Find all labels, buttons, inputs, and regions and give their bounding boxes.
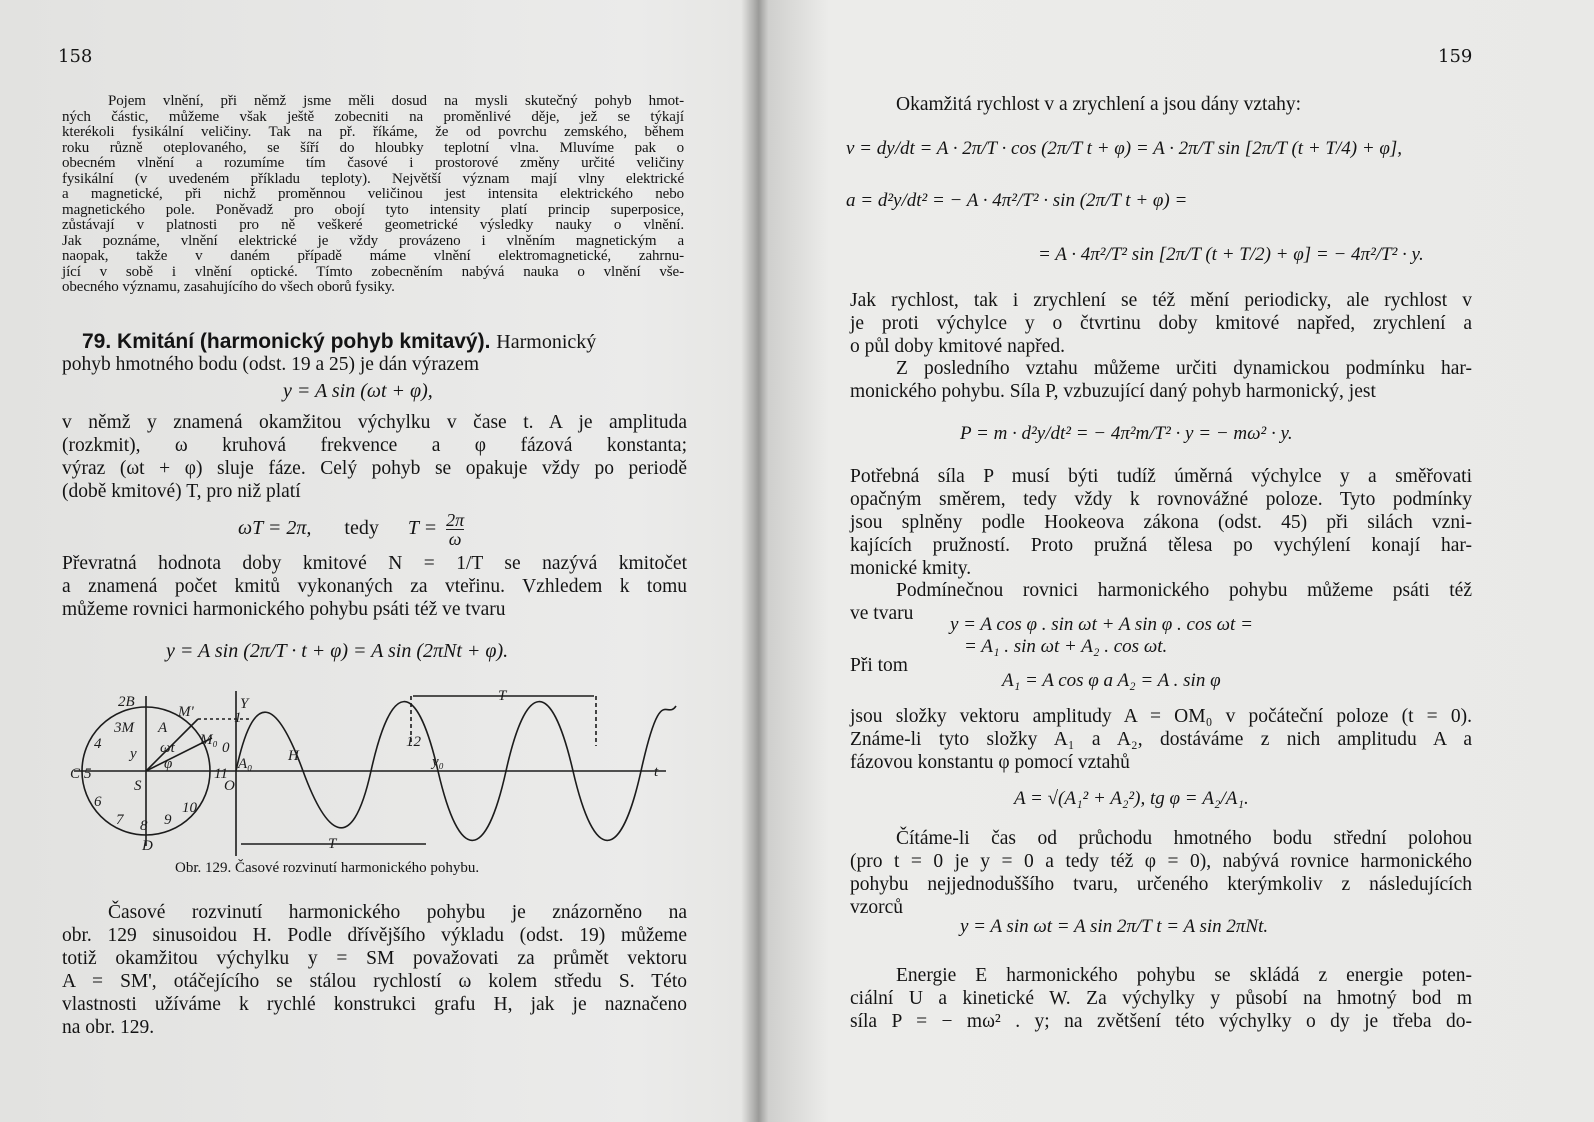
- text-line: fázovou konstantu φ pomocí vztahů: [850, 752, 1130, 773]
- fig-label-9: 9: [164, 812, 172, 828]
- equation-acceleration-2: = A · 4π²/T² sin [2π/T (t + T/2) + φ] = − 4π²/T² · y.: [1038, 244, 1424, 265]
- text-line: Energie E harmonického pohybu se skládá z energie poten-: [896, 965, 1472, 986]
- fig-label-6: 6: [94, 794, 102, 810]
- equation-components-2: = A₁ . sin ωt + A₂ . cos ωt.: [964, 636, 1168, 657]
- text-line: jící v sobě i vlnění optické. Tímto zobecněním nabývá nauka o vlnění vše-: [62, 263, 684, 280]
- text-line: a magnetické, při nichž proměnnou veličinou jest intensita elektrického nebo: [62, 186, 684, 202]
- text-line: výraz (ωt + φ) sluje fáze. Celý pohyb se opakuje vždy po periodě: [62, 458, 687, 479]
- text-line: kterékoli fysikální veličiny. Tak na př. říkáme, že od povrchu zemského, během: [62, 124, 684, 140]
- equation-1: y = A sin (ωt + φ),: [283, 380, 433, 402]
- page-number: 158: [58, 46, 93, 67]
- text-line: A = SM', otáčejícího se stálou rychlostí ω kolem středu S. Této: [62, 971, 687, 992]
- text-line: obecném vlnění a rozumíme tím časové i prostorové změny určité veličiny: [62, 155, 684, 171]
- text-line: pohyb hmotného bodu (odst. 19 a 25) je dán výrazem: [62, 354, 479, 375]
- equation-2: ωT = 2π, tedy T = $\frac{2\pi}{\omega}$: [238, 510, 465, 549]
- equation-velocity: v = dy/dt = A · 2π/T · cos (2π/T t + φ) = A · 2π/T sin [2π/T (t + T/4) + φ],: [846, 138, 1403, 159]
- fig-label-M0: M₀: [200, 732, 218, 748]
- figure-caption: Obr. 129. Časové rozvinutí harmonického pohybu.: [175, 860, 480, 876]
- fig-label-10: 10: [182, 800, 197, 816]
- text-line: Jak poznáme, vlnění elektrické je vždy provázeno i vlněním magnetickým a: [62, 232, 684, 249]
- fig-label-12: 12: [406, 734, 421, 750]
- fig-label-0: 0: [222, 740, 230, 756]
- fig-label-4: 4: [94, 736, 102, 752]
- text-line: roku různě oteplovaného, se šíří do hloubky teplotní vlna. Mluvíme pak o: [62, 139, 684, 156]
- text-line: Při tom: [850, 655, 908, 676]
- fig-label-Y: Y: [240, 696, 249, 712]
- text-line: Čítáme-li čas od průchodu hmotného bodu střední polohou: [896, 828, 1472, 849]
- text-line: Potřebná síla P musí býti tudíž úměrná výchylce y a směřovati: [850, 466, 1472, 487]
- equation-force: P = m · d²y/dt² = − 4π²m/T² · y = − mω² · y.: [960, 423, 1293, 444]
- equation-acceleration-1: a = d²y/dt² = − A · 4π²/T² · sin (2π/T t + φ) =: [846, 190, 1188, 211]
- fig-label-y0: y₀: [432, 754, 444, 770]
- section-heading: 79. Kmitání (harmonický pohyb kmitavý). Harmonický: [82, 330, 597, 353]
- text-line: (rozkmit), ω kruhová frekvence a φ fázová konstanta;: [62, 435, 687, 456]
- text-line: monické kmity.: [850, 558, 972, 579]
- text-line: jsou splněny podle Hookeova zákona (odst. 45) při silách vzni-: [850, 512, 1472, 533]
- fig-label-S: S: [134, 778, 142, 794]
- fig-label-wt: ωt: [160, 740, 175, 756]
- text-line: Známe-li tyto složky A₁ a A₂, dostáváme z nich amplitudu A a: [850, 729, 1472, 750]
- text-line: (době kmitové) T, pro niž platí: [62, 481, 301, 502]
- text-line: Časové rozvinutí harmonického pohybu je znázorněno na: [108, 902, 687, 923]
- fraction: $\frac{2\pi}{\omega}$: [446, 510, 465, 549]
- fig-label-11: 11: [214, 766, 228, 782]
- fig-label-1: 1: [234, 710, 242, 726]
- text-line: naopak, takže v daném případě máme vlnění elektromagnetické, zahrnu-: [62, 248, 684, 264]
- text-line: monického pohybu. Síla P, vzbuzující daný pohyb harmonický, jest: [850, 381, 1376, 402]
- fig-label-phi: φ: [164, 756, 173, 772]
- text-line: magnetického pole. Poněvadž pro obojí tyto intensity platí princip superposice,: [62, 201, 684, 218]
- fig-label-T-top: T: [498, 688, 507, 704]
- text-line: (pro t = 0 je y = 0 a tedy též φ = 0), nabývá rovnice harmonického: [850, 851, 1472, 872]
- text-line: fysikální (v uvedeném příkladu teploty). Největší význam mají vlny elektrické: [62, 170, 684, 187]
- text-line: o půl doby kmitové napřed.: [850, 336, 1066, 357]
- text-line: pohybu nejjednoduššího tvaru, určeného kterýmkoliv z následujících: [850, 874, 1472, 895]
- equation-components-3: A₁ = A cos φ a A₂ = A . sin φ: [1002, 670, 1221, 691]
- text-line: Převratná hodnota doby kmitové N = 1/T se nazývá kmitočet: [62, 553, 687, 574]
- fig-label-Mprime: M': [178, 704, 194, 720]
- equation-components-1: y = A cos φ . sin ωt + A sin φ . cos ωt =: [950, 614, 1253, 635]
- fig-label-5: 5: [84, 766, 92, 782]
- text-line: a znamená počet kmitů vykonaných za vteřinu. Vzhledem k tomu: [62, 576, 687, 597]
- text-line: Okamžitá rychlost v a zrychlení a jsou dány vztahy:: [896, 94, 1302, 115]
- text-line: kajících pružností. Proto pružná tělesa po vychýlení konají har-: [850, 535, 1472, 556]
- fig-label-T-bottom: T: [328, 836, 337, 852]
- fig-label-M: 3M: [114, 720, 134, 736]
- text-line: je proti výchylce y o čtvrtinu doby kmitové napřed, zrychlení a: [850, 313, 1472, 334]
- text-line: obr. 129 sinusoidou H. Podle dřívějšího výkladu (odst. 19) můžeme: [62, 925, 687, 946]
- text-line: můžeme rovnici harmonického pohybu psáti též ve tvaru: [62, 599, 506, 620]
- text-line: Podmínečnou rovnici harmonického pohybu můžeme psáti též: [896, 580, 1472, 601]
- fig-label-A: A: [158, 720, 168, 736]
- equation-simple: y = A sin ωt = A sin 2π/T t = A sin 2πNt.: [960, 916, 1269, 937]
- text-line: v němž y znamená okamžitou výchylku v čase t. A je amplituda: [62, 412, 687, 433]
- text-line: Z posledního vztahu můžeme určiti dynamickou podmínku har-: [896, 358, 1472, 379]
- fig-label-y: y: [130, 746, 137, 762]
- text-line: ve tvaru: [850, 603, 914, 624]
- text-line: Pojem vlnění, při němž jsme měli dosud na mysli skutečný pohyb hmot-: [108, 93, 684, 109]
- text-line: síla P = − mω² . y; na zvětšení této výchylky o dy je třeba do-: [850, 1011, 1472, 1032]
- fig-label-H: H: [288, 748, 299, 764]
- fig-label-D: D: [142, 838, 153, 854]
- fig-label-8: 8: [140, 818, 148, 834]
- text-line: na obr. 129.: [62, 1017, 155, 1038]
- text-line: totiž okamžitou výchylku y = SM považovati za průmět vektoru: [62, 948, 687, 969]
- equation-3: y = A sin (2π/T · t + φ) = A sin (2πNt + φ).: [166, 640, 509, 662]
- equation-amplitude: A = √(A₁² + A₂²), tg φ = A₂/A₁.: [1014, 788, 1249, 809]
- fig-label-A0: A₀: [238, 756, 253, 772]
- fig-label-C: C: [70, 766, 81, 782]
- text-line: ných částic, můžeme však ještě zobecniti na proměnlivé děje, jež se týkají: [62, 108, 684, 125]
- left-page: [0, 0, 760, 1122]
- text-line: vlastnosti užíváme k rychlé konstrukci grafu H, jak je naznačeno: [62, 994, 687, 1015]
- fig-label-7: 7: [116, 812, 124, 828]
- text-line: opačným směrem, tedy vždy k rovnovážné poloze. Tyto podmínky: [850, 489, 1472, 510]
- section-heading-cont: Harmonický: [496, 331, 597, 353]
- text-line: Jak rychlost, tak i zrychlení se též mění periodicky, ale rychlost v: [850, 290, 1472, 311]
- fig-label-t: t: [654, 764, 659, 780]
- page-number: 159: [1438, 46, 1473, 67]
- text-line: obecného významu, zasahujícího do všech oborů fysiky.: [62, 279, 395, 295]
- figure-129: [66, 686, 698, 858]
- right-page: [770, 0, 1594, 1122]
- text-line: zůstávají v platnosti pro ně veškeré geometrické výsledky nauky o vlnění.: [62, 217, 684, 233]
- text-line: ciální U a kinetické W. Za výchylky y působí na hmotný bod m: [850, 988, 1472, 1009]
- text-line: jsou složky vektoru amplitudy A = OM₀ v počáteční poloze (t = 0).: [850, 706, 1472, 727]
- fig-label-B: 2B: [118, 694, 135, 710]
- text-line: vzorců: [850, 897, 904, 918]
- fig-label-O: O: [224, 778, 235, 794]
